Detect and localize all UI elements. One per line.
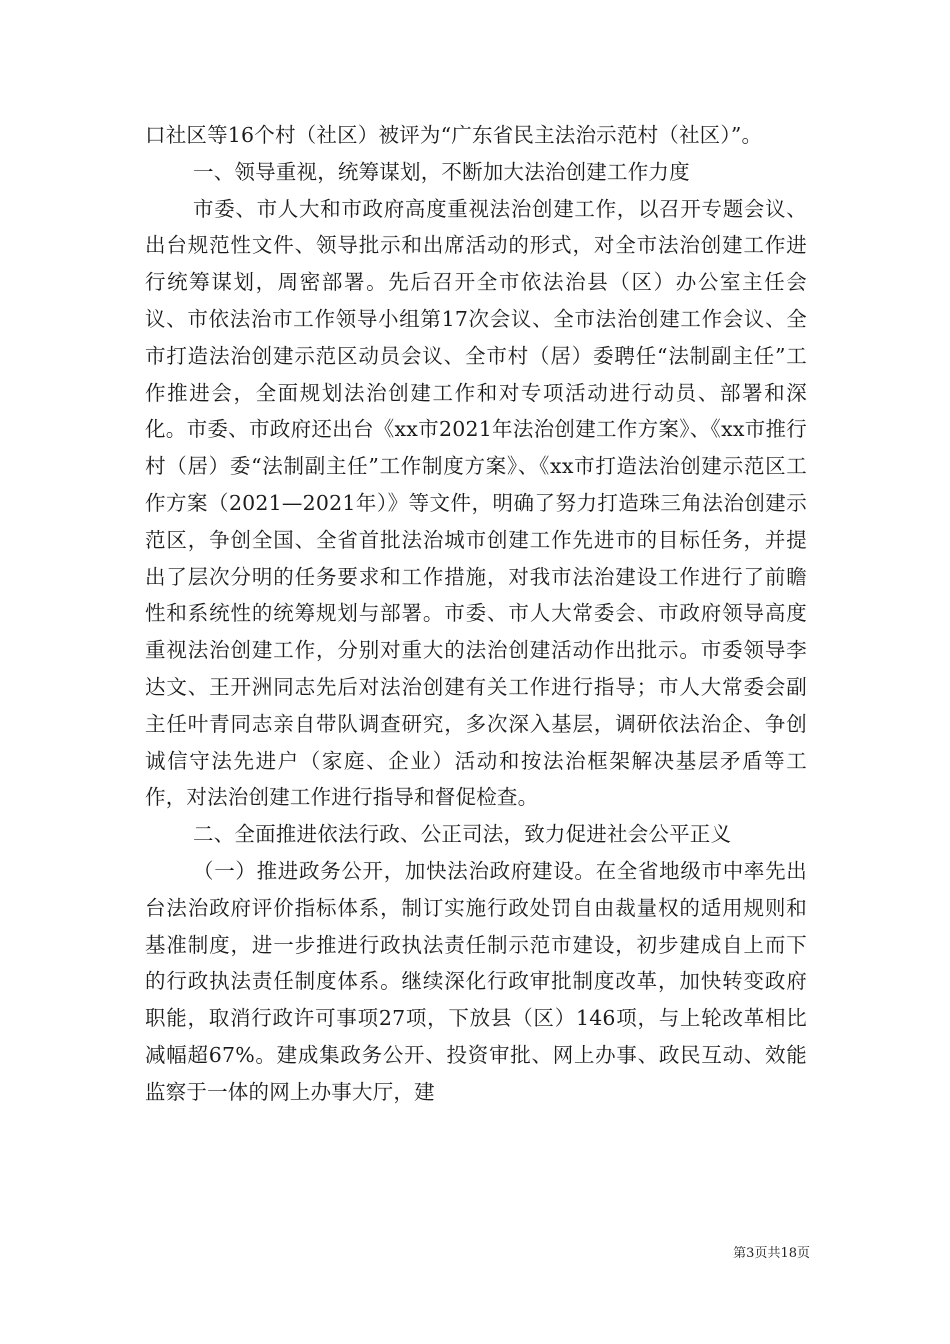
document-body	[145, 117, 807, 1111]
paragraph-government-affairs: （一）推进政务公开，加快法治政府建设。在全省地级市中率先出台法治政府评价指标体系，制订实施行政处罚自由裁量权的适用规则和基准制度，进一步推进行政执法责任制示范市建设，初步建成自上而下的行政执法责任制度体系。继续深化行政审批制度改革，加快转变政府职能，取消行政许可事项27项，下放县（区）146项，与上轮改革相比减幅超67%。建成集政务公开、投资审批、网上办事、政民互动、效能监察于一体的网上办事大厅，建	[145, 858, 807, 1104]
section-heading-2: 二、全面推进依法行政、公正司法，致力促进社会公平正义	[193, 822, 732, 847]
paragraph-leadership: 市委、市人大和市政府高度重视法治创建工作，以召开专题会议、出台规范性文件、领导批示和出席活动的形式，对全市法治创建工作进行统筹谋划，周密部署。先后召开全市依法治县（区）办公室主任会议、市依法治市工作领导小组第17次会议、全市法治创建工作会议、全市打造法治创建示范区动员会议、全市村（居）委聘任“法制副主任”工作推进会，全面规划法治创建工作和对专项活动进行动员、部署和深化。市委、市政府还出台《xx市2021年法治创建工作方案》、《xx市推行村（居）委“法制副主任”工作制度方案》、《xx市打造法治创建示范区工作方案（2021—2021年）》等文件，明确了努力打造珠三角法治创建示范区，争创全国、全省首批法治城市创建工作先进市的目标任务，并提出了层次分明的任务要求和工作措施，对我市法治建设工作进行了前瞻性和系统性的统筹规划与部署。市委、市人大常委会、市政府领导高度重视法治创建工作，分别对重大的法治创建活动作出批示。市委领导李达文、王开洲同志先后对法治创建有关工作进行指导；市人大常委会副主任叶青同志亲自带队调查研究，多次深入基层，调研依法治企、争创诚信守法先进户（家庭、企业）活动和按法治框架解决基层矛盾等工作，对法治创建工作进行指导和督促检查。	[145, 196, 807, 810]
section-heading-1: 一、领导重视，统筹谋划，不断加大法治创建工作力度	[193, 159, 690, 184]
paragraph-continuation: 口社区等16个村（社区）被评为“广东省民主法治示范村（社区）”。	[145, 123, 763, 147]
page-number: 第3页共18页	[733, 1246, 810, 1261]
